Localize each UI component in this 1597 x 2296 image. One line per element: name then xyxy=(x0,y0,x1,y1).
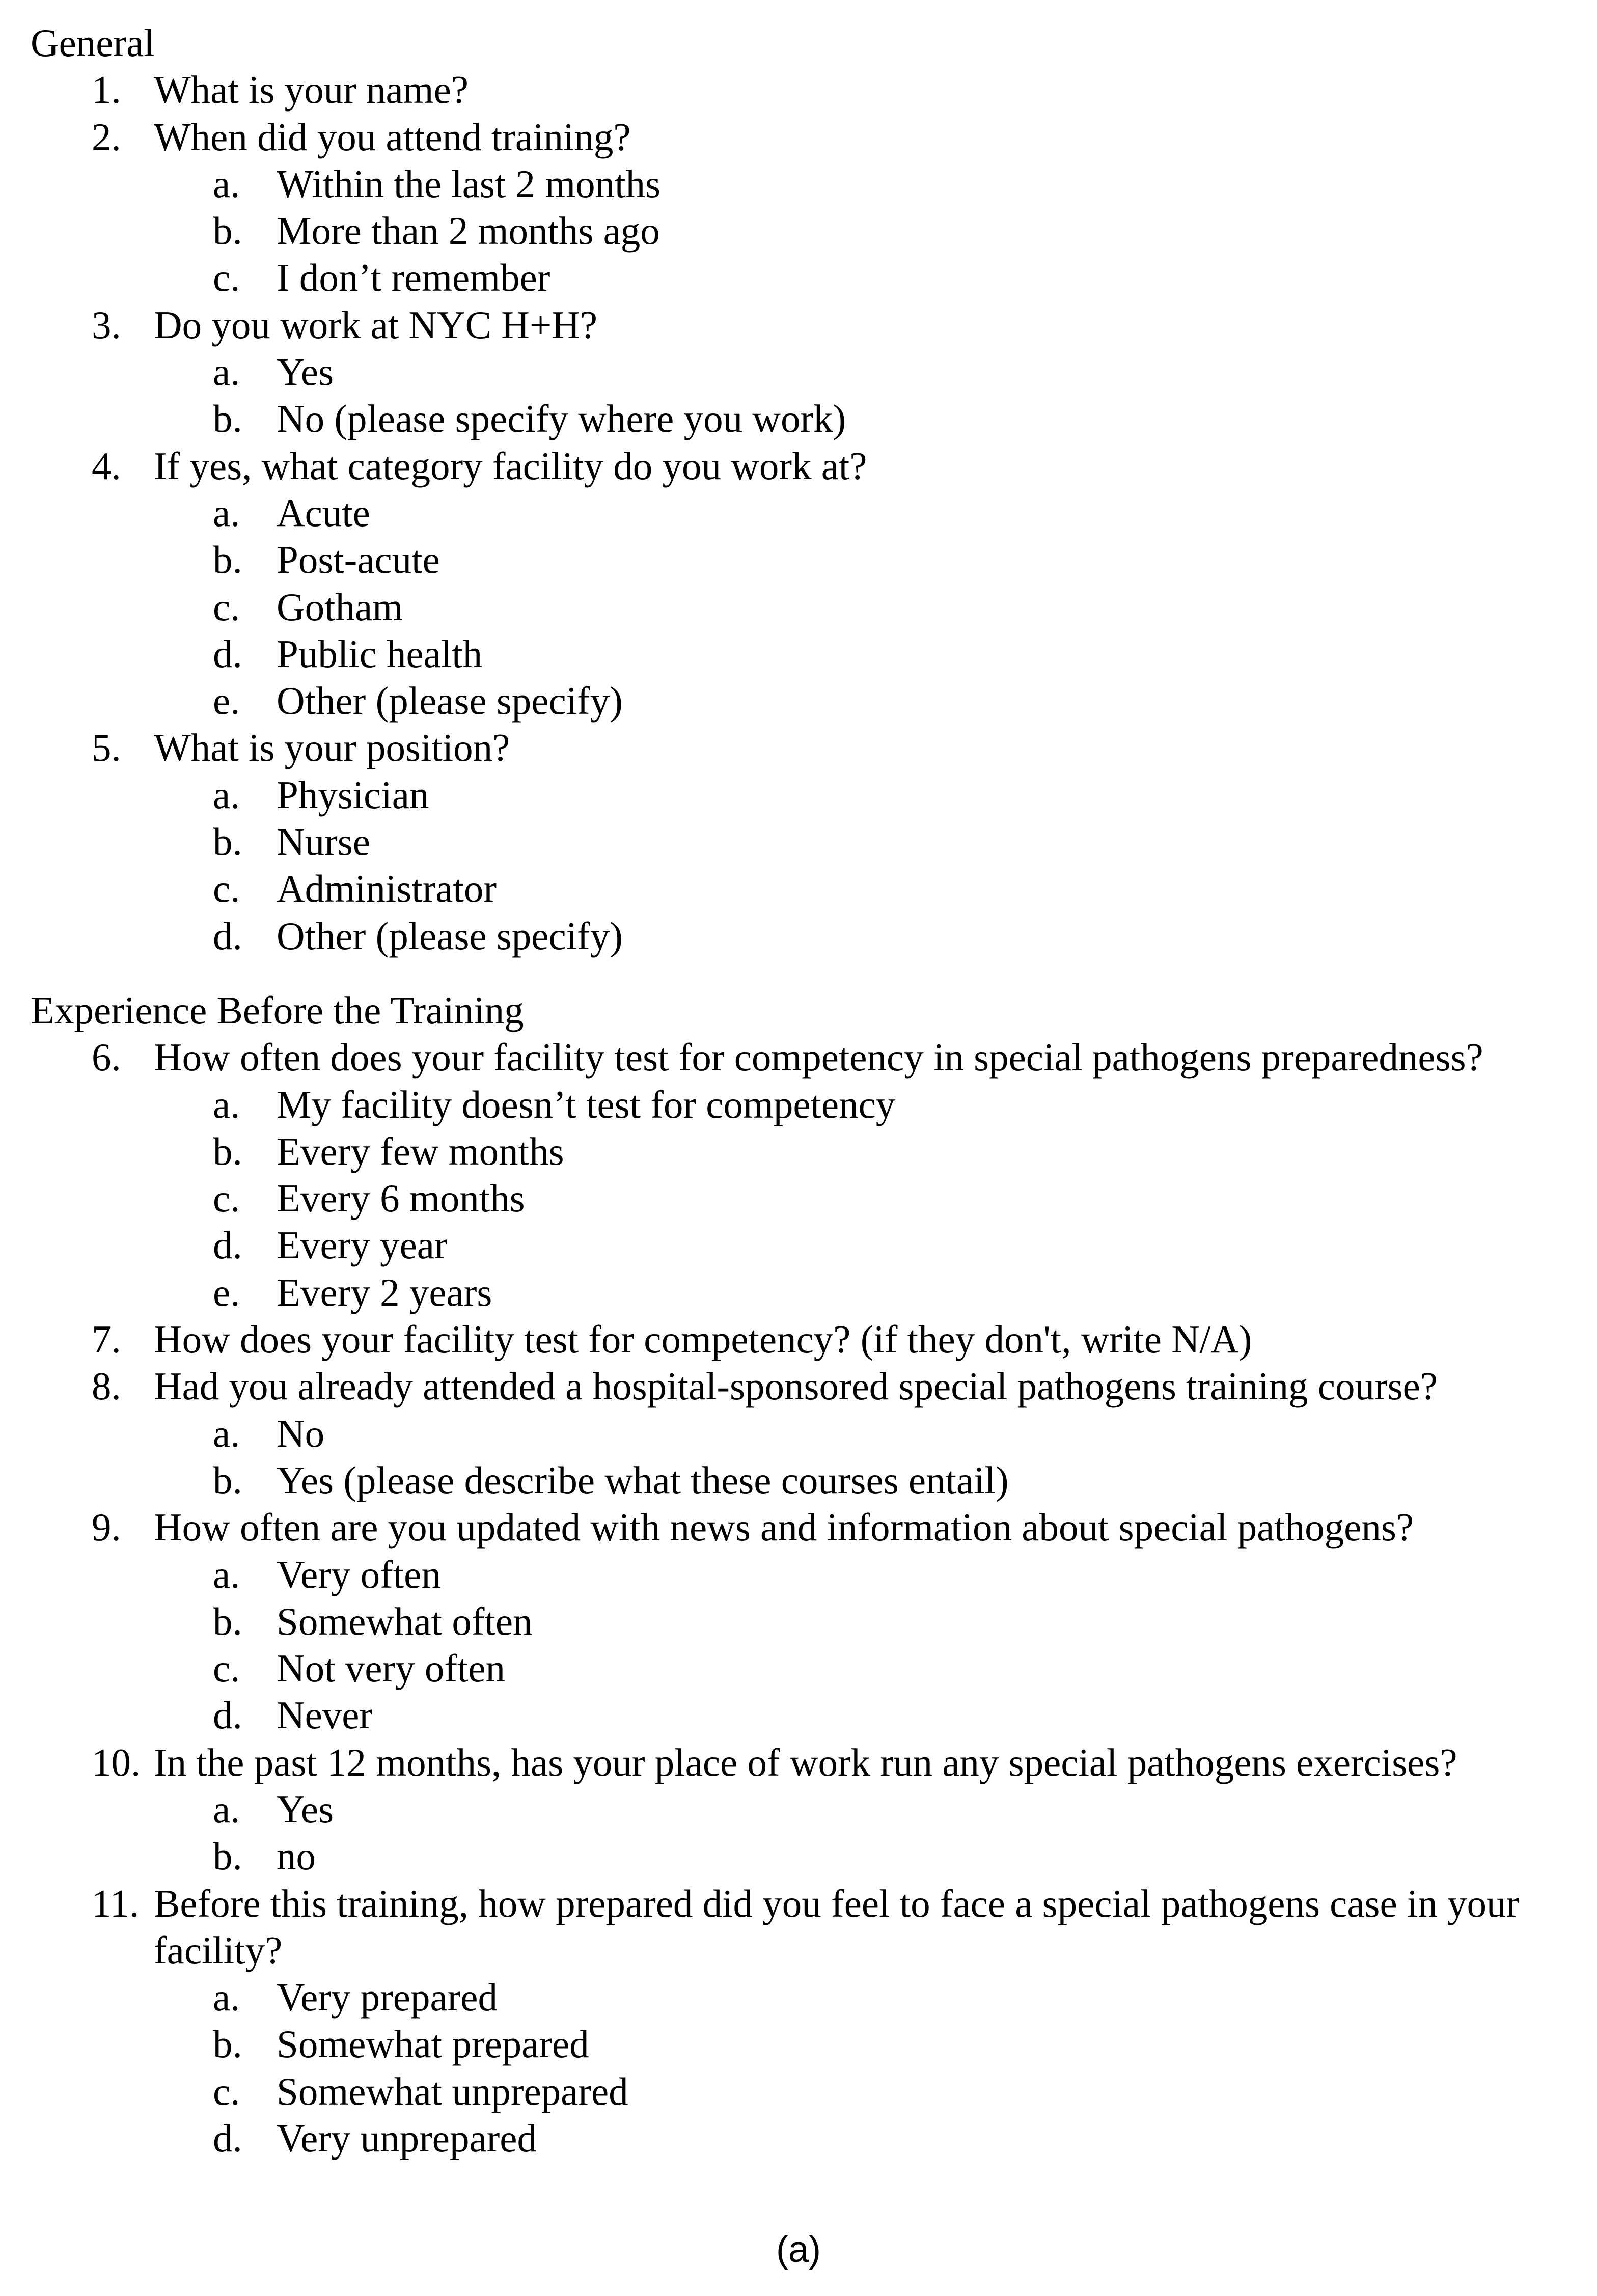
question-number: 10. xyxy=(92,1740,141,1784)
option-letter: a. xyxy=(213,490,240,535)
question-text: Had you already attended a hospital-sponsored special pathogens training course? xyxy=(154,1364,1438,1408)
answer-option xyxy=(31,584,1589,630)
option-letter: b. xyxy=(213,2022,242,2066)
answer-option xyxy=(31,348,1589,395)
question-number: 2. xyxy=(92,115,121,159)
option-text: Yes (please describe what these courses entail) xyxy=(277,1458,1009,1502)
question-number: 5. xyxy=(92,726,121,770)
option-letter: b. xyxy=(213,538,242,582)
question-item xyxy=(31,1504,1589,1551)
question-number: 9. xyxy=(92,1505,121,1550)
option-letter: b. xyxy=(213,1129,242,1173)
answer-option xyxy=(31,2115,1589,2162)
option-text: Gotham xyxy=(277,585,403,629)
option-letter: d. xyxy=(213,1223,242,1267)
question-number: 1. xyxy=(92,68,121,112)
section-title: General xyxy=(31,21,155,65)
option-letter: b. xyxy=(213,1599,242,1643)
option-text: Within the last 2 months xyxy=(277,161,661,206)
option-letter: e. xyxy=(213,1270,240,1314)
answer-option xyxy=(31,2068,1589,2115)
question-text: Before this training, how prepared did you feel to face a special pathogens case in your facility? xyxy=(154,1881,1520,1972)
option-letter: d. xyxy=(213,2116,242,2161)
answer-option xyxy=(31,771,1589,818)
option-letter: a. xyxy=(213,1975,240,2020)
survey-section xyxy=(31,987,1589,2162)
answer-option xyxy=(31,1175,1589,1222)
question-text: What is your position? xyxy=(154,726,510,770)
option-letter: a. xyxy=(213,1082,240,1126)
question-number: 8. xyxy=(92,1364,121,1408)
question-item xyxy=(31,442,1589,489)
question-item xyxy=(31,1880,1589,1974)
answer-option xyxy=(31,160,1589,207)
option-text: Not very often xyxy=(277,1646,506,1691)
option-letter: a. xyxy=(213,772,240,817)
option-letter: a. xyxy=(213,350,240,394)
answer-option xyxy=(31,254,1589,301)
question-item xyxy=(31,1739,1589,1786)
answer-option xyxy=(31,818,1589,865)
option-text: Never xyxy=(277,1693,373,1737)
option-letter: a. xyxy=(213,1411,240,1455)
answer-option xyxy=(31,1833,1589,1879)
answer-option xyxy=(31,2021,1589,2067)
option-text: Post-acute xyxy=(277,538,440,582)
option-text: Somewhat often xyxy=(277,1599,533,1643)
question-number: 11. xyxy=(92,1881,140,1925)
answer-option xyxy=(31,207,1589,254)
question-item xyxy=(31,114,1589,160)
answer-option xyxy=(31,1786,1589,1833)
question-text: When did you attend training? xyxy=(154,115,631,159)
question-text: How often does your facility test for competency in special pathogens preparedness? xyxy=(154,1035,1483,1080)
option-letter: b. xyxy=(213,1458,242,1502)
answer-option xyxy=(31,1457,1589,1504)
option-text: Very prepared xyxy=(277,1975,498,2020)
survey-section xyxy=(31,19,1589,959)
section-spacer xyxy=(31,959,1589,987)
survey-document xyxy=(31,19,1589,2162)
option-text: Acute xyxy=(277,490,370,535)
answer-option xyxy=(31,1692,1589,1738)
option-letter: a. xyxy=(213,1552,240,1596)
option-text: Other (please specify) xyxy=(277,679,623,723)
option-letter: d. xyxy=(213,914,242,958)
option-text: Every 2 years xyxy=(277,1270,492,1314)
question-item xyxy=(31,724,1589,771)
option-text: Very unprepared xyxy=(277,2116,537,2161)
answer-option xyxy=(31,630,1589,677)
option-letter: a. xyxy=(213,1787,240,1831)
option-text: No (please specify where you work) xyxy=(277,397,846,441)
option-letter: b. xyxy=(213,820,242,864)
question-item xyxy=(31,1316,1589,1363)
question-text: If yes, what category facility do you work at? xyxy=(154,444,867,488)
option-letter: a. xyxy=(213,161,240,206)
question-number: 4. xyxy=(92,444,121,488)
answer-option xyxy=(31,1222,1589,1268)
question-item xyxy=(31,301,1589,348)
option-letter: e. xyxy=(213,679,240,723)
option-letter: b. xyxy=(213,397,242,441)
option-text: Somewhat prepared xyxy=(277,2022,589,2066)
answer-option xyxy=(31,1269,1589,1316)
option-text: Administrator xyxy=(277,867,497,911)
option-text: More than 2 months ago xyxy=(277,209,660,253)
question-number: 3. xyxy=(92,302,121,347)
answer-option xyxy=(31,1128,1589,1175)
answer-option xyxy=(31,1974,1589,2021)
option-letter: c. xyxy=(213,1176,240,1221)
question-item xyxy=(31,1034,1589,1081)
question-number: 6. xyxy=(92,1035,121,1080)
option-letter: c. xyxy=(213,256,240,300)
answer-option xyxy=(31,1551,1589,1598)
answer-option xyxy=(31,912,1589,959)
answer-option xyxy=(31,1645,1589,1692)
option-text: Yes xyxy=(277,350,334,394)
question-item xyxy=(31,66,1589,113)
question-text: In the past 12 months, has your place of work run any special pathogens exercises? xyxy=(154,1740,1457,1784)
option-text: Other (please specify) xyxy=(277,914,623,958)
answer-option xyxy=(31,865,1589,912)
question-text: What is your name? xyxy=(154,68,469,112)
question-number: 7. xyxy=(92,1317,121,1362)
answer-option xyxy=(31,395,1589,442)
question-item xyxy=(31,1363,1589,1409)
option-letter: d. xyxy=(213,1693,242,1737)
option-letter: d. xyxy=(213,631,242,676)
option-text: Every year xyxy=(277,1223,448,1267)
option-letter: c. xyxy=(213,1646,240,1691)
option-letter: b. xyxy=(213,1834,242,1878)
option-letter: c. xyxy=(213,585,240,629)
option-letter: c. xyxy=(213,867,240,911)
answer-option xyxy=(31,489,1589,536)
option-letter: c. xyxy=(213,2069,240,2113)
option-text: No xyxy=(277,1411,325,1455)
question-text: Do you work at NYC H+H? xyxy=(154,302,598,347)
option-text: Public health xyxy=(277,631,483,676)
option-text: Yes xyxy=(277,1787,334,1831)
answer-option xyxy=(31,1598,1589,1645)
answer-option xyxy=(31,536,1589,583)
figure-caption: (a) xyxy=(776,2229,821,2270)
section-title: Experience Before the Training xyxy=(31,988,524,1032)
question-text: How often are you updated with news and information about special pathogens? xyxy=(154,1505,1414,1550)
option-text: Very often xyxy=(277,1552,441,1596)
option-text: Every 6 months xyxy=(277,1176,525,1221)
answer-option xyxy=(31,1410,1589,1457)
option-text: My facility doesn’t test for competency xyxy=(277,1082,896,1126)
answer-option xyxy=(31,677,1589,724)
option-text: Every few months xyxy=(277,1129,564,1173)
option-text: Nurse xyxy=(277,820,370,864)
option-letter: b. xyxy=(213,209,242,253)
option-text: no xyxy=(277,1834,316,1878)
question-text: How does your facility test for competency? (if they don't, write N/A) xyxy=(154,1317,1252,1362)
option-text: Physician xyxy=(277,772,429,817)
option-text: I don’t remember xyxy=(277,256,550,300)
answer-option xyxy=(31,1081,1589,1128)
option-text: Somewhat unprepared xyxy=(277,2069,628,2113)
